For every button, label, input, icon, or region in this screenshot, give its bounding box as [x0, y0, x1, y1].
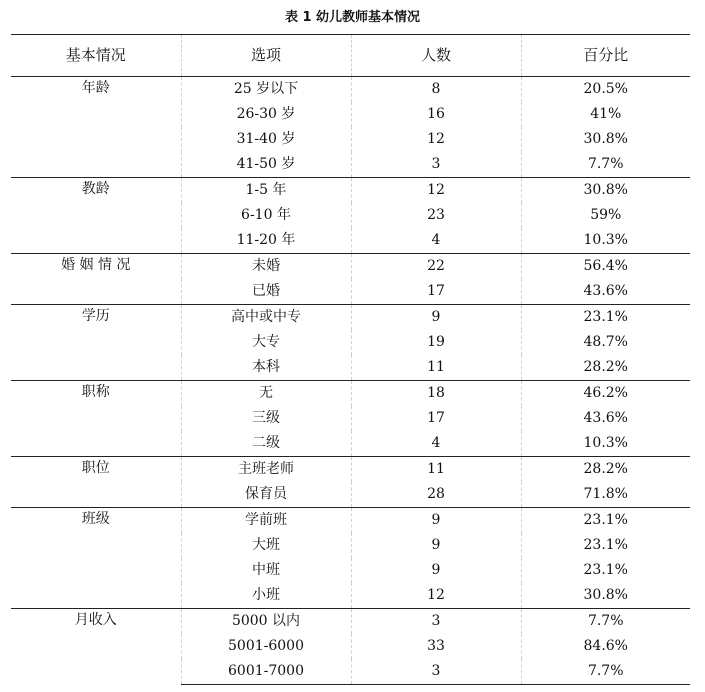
percent-cell: 59%	[521, 203, 690, 228]
percent-cell: 41%	[521, 102, 690, 127]
count-cell: 4	[351, 431, 521, 457]
percent-cell: 7.7%	[521, 609, 690, 635]
count-cell: 12	[351, 127, 521, 152]
percent-cell: 20.5%	[521, 77, 690, 103]
count-cell: 12	[351, 583, 521, 609]
option-cell: 二级	[181, 431, 351, 457]
count-cell: 9	[351, 305, 521, 331]
header-count: 人数	[351, 35, 521, 77]
category-cell: 婚 姻 情 况	[11, 254, 181, 305]
percent-cell: 30.8%	[521, 127, 690, 152]
option-cell: 本科	[181, 355, 351, 381]
count-cell: 9	[351, 533, 521, 558]
count-cell: 22	[351, 254, 521, 280]
option-cell: 6001-7000	[181, 659, 351, 685]
category-cell: 年龄	[11, 77, 181, 178]
count-cell: 19	[351, 330, 521, 355]
percent-cell: 56.4%	[521, 254, 690, 280]
category-cell: 职位	[11, 457, 181, 508]
percent-cell: 30.8%	[521, 178, 690, 204]
count-cell: 28	[351, 482, 521, 508]
category-cell: 学历	[11, 305, 181, 381]
percent-cell: 7.7%	[521, 659, 690, 685]
option-cell: 5000 以内	[181, 609, 351, 635]
percent-cell: 30.8%	[521, 583, 690, 609]
percent-cell: 23.1%	[521, 305, 690, 331]
option-cell: 已婚	[181, 279, 351, 305]
category-cell: 班级	[11, 508, 181, 609]
percent-cell: 48.7%	[521, 330, 690, 355]
table-row	[11, 381, 690, 407]
count-cell: 9	[351, 508, 521, 534]
option-cell: 主班老师	[181, 457, 351, 483]
count-cell: 9	[351, 558, 521, 583]
category-cell: 职称	[11, 381, 181, 457]
option-cell: 高中或中专	[181, 305, 351, 331]
header-row	[11, 35, 690, 77]
option-cell: 11-20 年	[181, 228, 351, 254]
count-cell: 17	[351, 279, 521, 305]
percent-cell: 23.1%	[521, 508, 690, 534]
table-row	[11, 457, 690, 483]
category-cell: 月收入	[11, 609, 181, 685]
option-cell: 5001-6000	[181, 634, 351, 659]
option-cell: 6-10 年	[181, 203, 351, 228]
percent-cell: 23.1%	[521, 533, 690, 558]
percent-cell: 28.2%	[521, 457, 690, 483]
count-cell: 4	[351, 228, 521, 254]
teacher-info-table	[11, 34, 690, 685]
option-cell: 学前班	[181, 508, 351, 534]
count-cell: 8	[351, 77, 521, 103]
table-row	[11, 305, 690, 331]
table-row	[11, 254, 690, 280]
percent-cell: 84.6%	[521, 634, 690, 659]
option-cell: 保育员	[181, 482, 351, 508]
option-cell: 小班	[181, 583, 351, 609]
option-cell: 25 岁以下	[181, 77, 351, 103]
option-cell: 31-40 岁	[181, 127, 351, 152]
option-cell: 中班	[181, 558, 351, 583]
percent-cell: 10.3%	[521, 228, 690, 254]
option-cell: 26-30 岁	[181, 102, 351, 127]
count-cell: 17	[351, 406, 521, 431]
table-row	[11, 77, 690, 103]
header-category: 基本情况	[11, 35, 181, 77]
count-cell: 33	[351, 634, 521, 659]
count-cell: 11	[351, 355, 521, 381]
option-cell: 三级	[181, 406, 351, 431]
percent-cell: 10.3%	[521, 431, 690, 457]
count-cell: 16	[351, 102, 521, 127]
count-cell: 3	[351, 152, 521, 178]
percent-cell: 43.6%	[521, 279, 690, 305]
count-cell: 3	[351, 609, 521, 635]
count-cell: 12	[351, 178, 521, 204]
header-percent: 百分比	[521, 35, 690, 77]
percent-cell: 23.1%	[521, 558, 690, 583]
table-row	[11, 508, 690, 534]
percent-cell: 46.2%	[521, 381, 690, 407]
table-row	[11, 178, 690, 204]
header-option: 选项	[181, 35, 351, 77]
option-cell: 未婚	[181, 254, 351, 280]
count-cell: 23	[351, 203, 521, 228]
count-cell: 18	[351, 381, 521, 407]
percent-cell: 43.6%	[521, 406, 690, 431]
category-cell: 教龄	[11, 178, 181, 254]
option-cell: 大班	[181, 533, 351, 558]
count-cell: 3	[351, 659, 521, 685]
percent-cell: 7.7%	[521, 152, 690, 178]
percent-cell: 71.8%	[521, 482, 690, 508]
table-row	[11, 609, 690, 635]
count-cell: 11	[351, 457, 521, 483]
option-cell: 大专	[181, 330, 351, 355]
option-cell: 无	[181, 381, 351, 407]
percent-cell: 28.2%	[521, 355, 690, 381]
table-body	[11, 77, 690, 685]
table-caption: 表 1 幼儿教师基本情况	[284, 10, 421, 25]
option-cell: 1-5 年	[181, 178, 351, 204]
option-cell: 41-50 岁	[181, 152, 351, 178]
